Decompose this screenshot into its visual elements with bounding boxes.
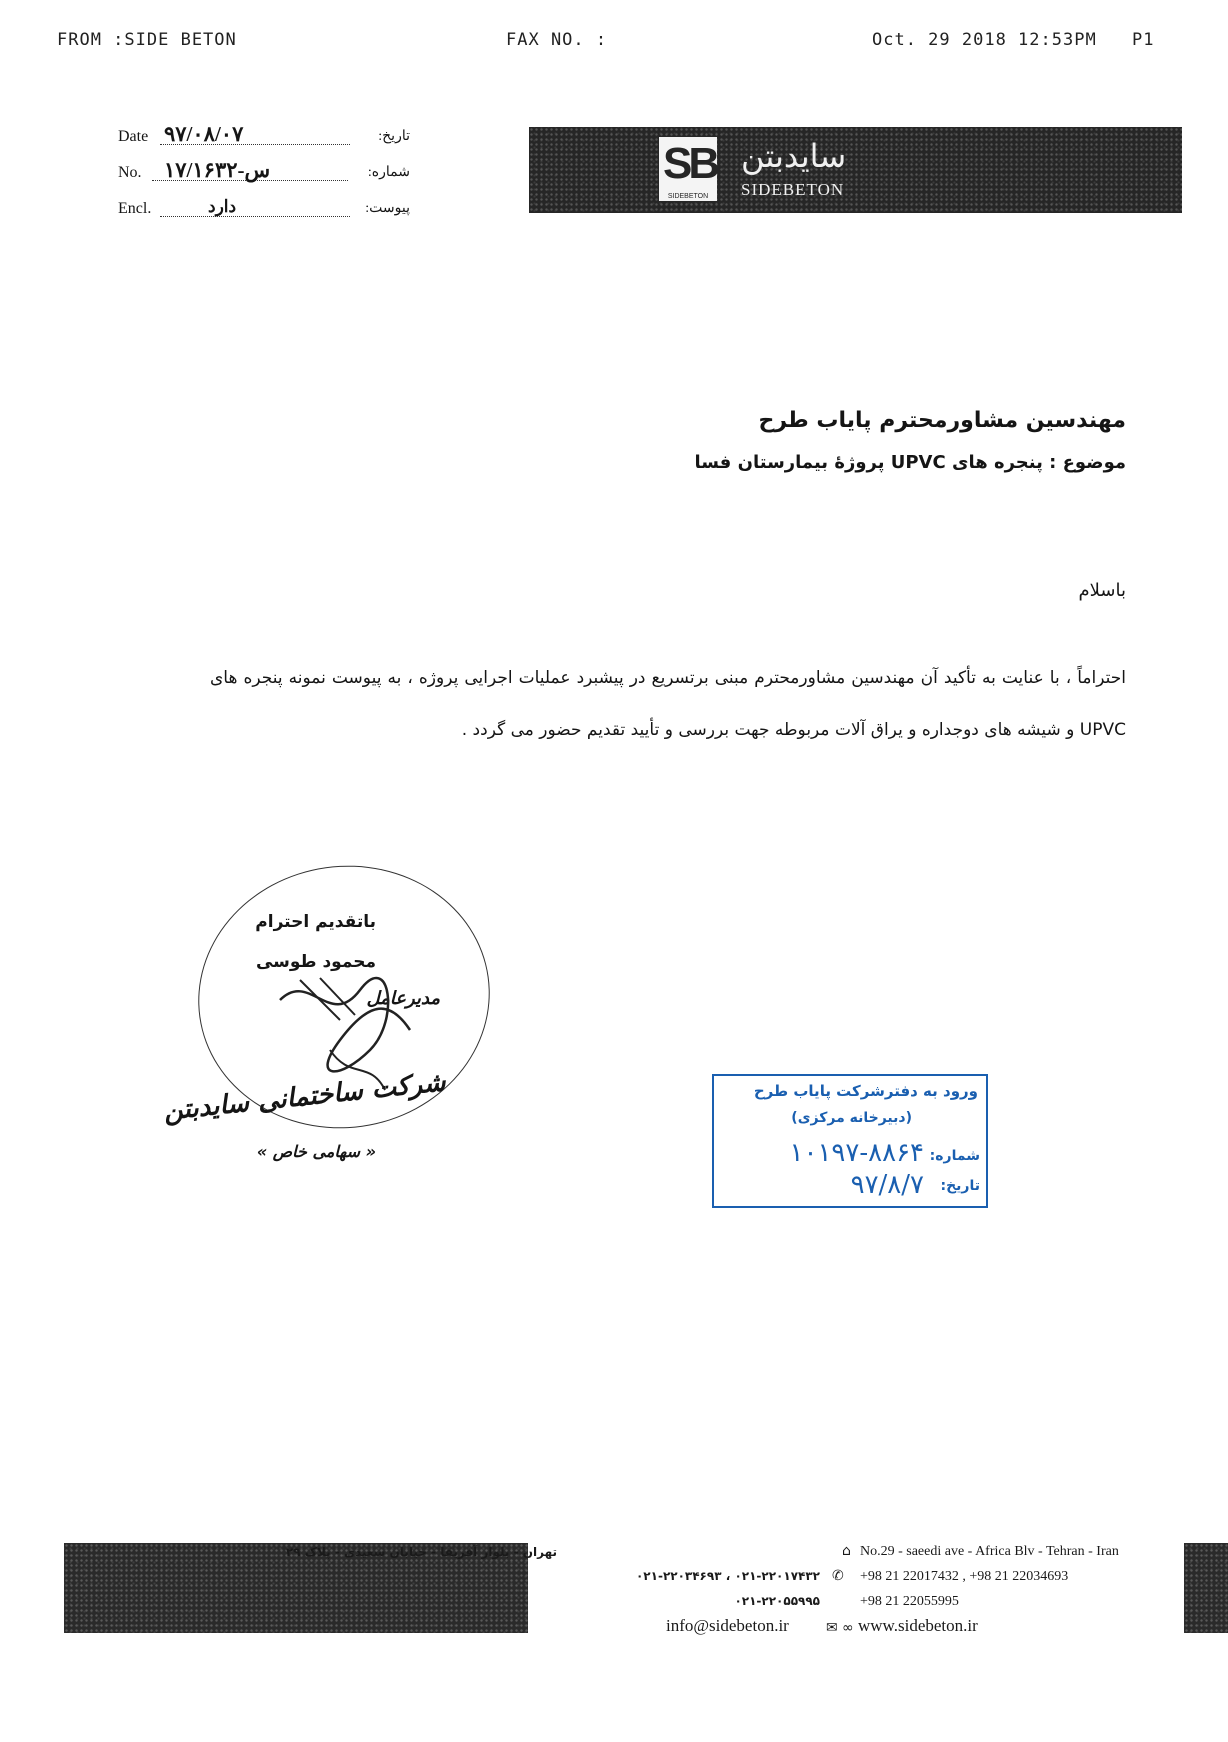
closing-phrase: باتقدیم احترام: [255, 912, 376, 932]
footer-phones-fa: ۰۲۱-۲۲۰۱۷۴۳۲ ، ۰۲۱-۲۲۰۳۴۶۹۳: [635, 1569, 820, 1583]
receipt-date-label: تاریخ:: [940, 1178, 980, 1194]
company-name-fa: سایدبتن: [741, 137, 847, 175]
logo-mark: SB: [663, 139, 717, 188]
company-seal: شرکت ساختمانی سایدبتن: [162, 1067, 447, 1127]
phone-icon: ✆: [832, 1568, 844, 1584]
receipt-stamp-subtitle: (دبیرخانه مرکزی): [791, 1110, 912, 1126]
footer-website: www.sidebeton.ir: [858, 1616, 978, 1635]
email-icon: ✉: [826, 1620, 838, 1636]
receipt-number-label: شماره:: [929, 1148, 980, 1164]
fax-number: FAX NO. :: [506, 30, 608, 50]
logo-mark-caption: SIDEBETON: [667, 193, 709, 200]
letter-subject: موضوع : پنجره های UPVC پروژۀ بیمارستان فسا: [694, 452, 1126, 473]
footer-address-fa: تهران - بلوار آفریقا - خیابان سعیدی - پلاک ۲۹: [285, 1545, 557, 1559]
letter-body: احتراماً ، با عنایت به تأکید آن مهندسین مشاورمحترم مبنی برتسریع در پیشبرد عملیات اجرایی پروژه ، به پیوست نمونه پنجره های UPVC و شیشه های دوجداره و یراق آلات مربوطه جهت بررسی و تأیید تقدیم حضور می گردد .: [210, 668, 1126, 740]
company-logo-icon: [659, 137, 717, 201]
footer-phones-en: +98 21 22017432 , +98 21 22034693: [860, 1569, 1069, 1584]
letter-greeting: باسلام: [1078, 580, 1126, 601]
company-seal-type: « سهامی خاص »: [256, 1142, 376, 1161]
web-icon: ∞: [842, 1620, 854, 1636]
home-icon: ⌂: [842, 1543, 851, 1559]
fax-date-time: Oct. 29 2018 12:53PM: [872, 30, 1097, 50]
receipt-stamp-title: ورود به دفترشرکت پایاب طرح: [753, 1082, 978, 1100]
meta-enclosure-value: دارد: [208, 197, 237, 216]
meta-enclosure-row: [118, 196, 410, 222]
meta-date-label-en: Date: [118, 128, 149, 145]
footer-band-right: [1184, 1543, 1228, 1633]
footer-email: info@sidebeton.ir: [666, 1616, 789, 1635]
fax-page: P1: [1132, 30, 1155, 50]
letter-recipient: مهندسین مشاورمحترم پایاب طرح: [758, 408, 1126, 433]
signer-name: محمود طوسی: [255, 952, 376, 972]
meta-date-value: ۹۷/۰۸/۰۷: [164, 122, 244, 146]
footer-address-en: No.29 - saeedi ave - Africa Blv - Tehran - Iran: [860, 1544, 1119, 1559]
receipt-stamp: [712, 1074, 988, 1208]
company-name-en: SIDEBETON: [741, 180, 845, 199]
meta-number-row: [118, 160, 410, 186]
footer-fax-fa: ۰۲۱-۲۲۰۵۵۹۹۵: [734, 1594, 820, 1608]
meta-date-label-fa: تاریخ:: [378, 129, 410, 144]
footer-fax-en: +98 21 22055995: [860, 1594, 959, 1609]
company-logo-banner: [529, 127, 1182, 213]
meta-enclosure-label-en: Encl.: [118, 200, 152, 217]
meta-number-label-en: No.: [118, 164, 142, 181]
receipt-date-value: ۹۷/۸/۷: [850, 1170, 924, 1200]
signer-title: مدیرعامل: [366, 988, 440, 1009]
meta-enclosure-label-fa: پیوست:: [365, 201, 410, 216]
meta-number-label-fa: شماره:: [367, 165, 410, 180]
fax-from: FROM :SIDE BETON: [57, 30, 237, 50]
meta-number-value: س-۱۷/۱۶۳۲: [164, 158, 271, 182]
meta-date-row: [118, 124, 410, 150]
receipt-number-value: ۱۰۱۹۷-۸۸۶۴: [789, 1138, 924, 1168]
